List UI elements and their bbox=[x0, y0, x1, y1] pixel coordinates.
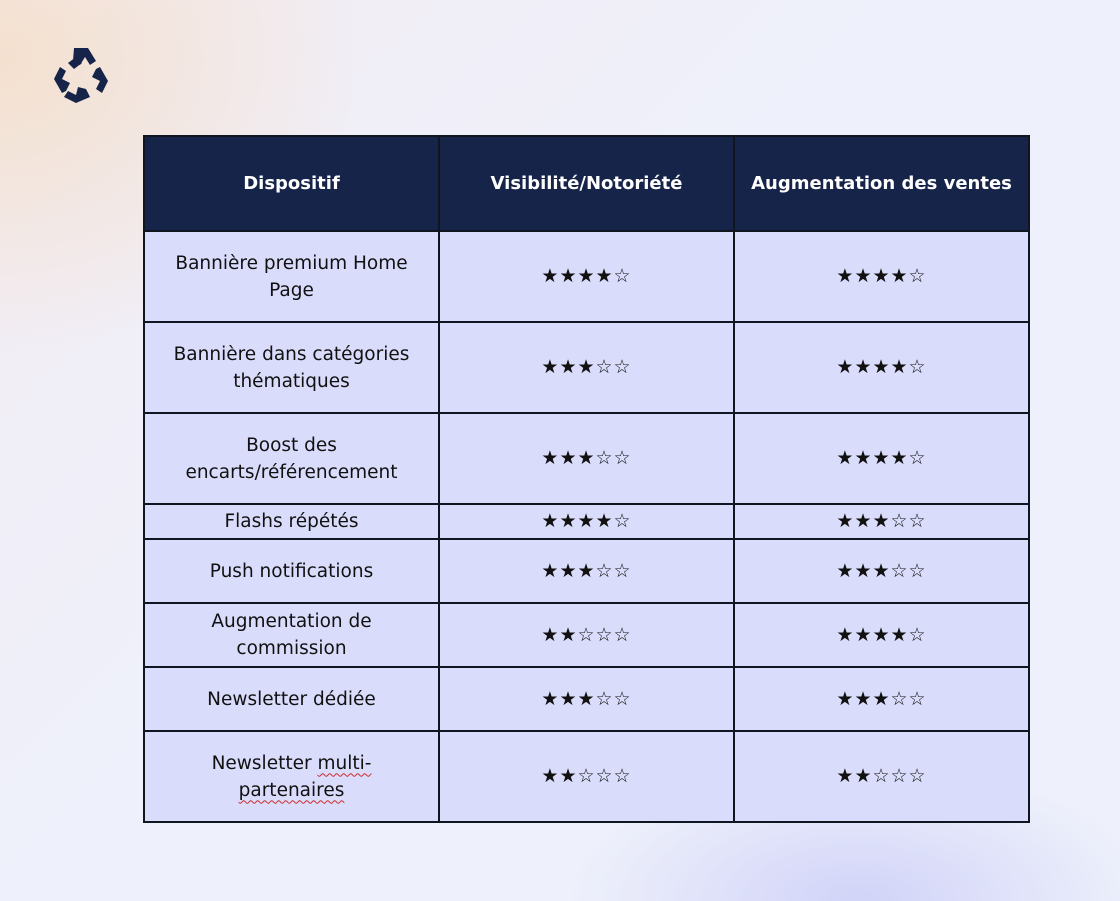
visibility-rating: ★★★★☆ bbox=[439, 504, 734, 539]
visibility-rating: ★★☆☆☆ bbox=[439, 603, 734, 667]
row-label: Boost des encarts/référencement bbox=[144, 413, 439, 504]
sales-rating: ★★★★☆ bbox=[734, 603, 1029, 667]
visibility-rating: ★★★☆☆ bbox=[439, 539, 734, 603]
table-row bbox=[144, 322, 1029, 413]
visibility-rating: ★★★★☆ bbox=[439, 231, 734, 322]
row-label: Push notifications bbox=[144, 539, 439, 603]
row-label: Bannière premium Home Page bbox=[144, 231, 439, 322]
sales-rating: ★★★★☆ bbox=[734, 413, 1029, 504]
sales-rating: ★★☆☆☆ bbox=[734, 731, 1029, 822]
recycle-icon bbox=[52, 45, 110, 105]
table-row bbox=[144, 667, 1029, 731]
table-row bbox=[144, 731, 1029, 822]
sales-rating: ★★★★☆ bbox=[734, 322, 1029, 413]
row-label bbox=[144, 731, 439, 822]
row-label-start: Newsletter bbox=[211, 752, 312, 774]
sales-rating: ★★★☆☆ bbox=[734, 539, 1029, 603]
table-row bbox=[144, 413, 1029, 504]
row-label: Newsletter dédiée bbox=[144, 667, 439, 731]
spellcheck-flagged-word: multi- bbox=[317, 752, 372, 774]
row-label: Augmentation de commission bbox=[144, 603, 439, 667]
table-row bbox=[144, 539, 1029, 603]
sales-rating: ★★★★☆ bbox=[734, 231, 1029, 322]
header-visibility: Visibilité/Notoriété bbox=[439, 136, 734, 231]
spellcheck-flagged-word: partenaires bbox=[238, 779, 345, 801]
row-label: Bannière dans catégories thématiques bbox=[144, 322, 439, 413]
table-row bbox=[144, 603, 1029, 667]
advertising-comparison-table bbox=[143, 135, 1030, 823]
visibility-rating: ★★★☆☆ bbox=[439, 413, 734, 504]
sales-rating: ★★★☆☆ bbox=[734, 667, 1029, 731]
visibility-rating: ★★★☆☆ bbox=[439, 667, 734, 731]
table-header-row bbox=[144, 136, 1029, 231]
header-dispositif: Dispositif bbox=[144, 136, 439, 231]
header-sales: Augmentation des ventes bbox=[734, 136, 1029, 231]
table-row bbox=[144, 231, 1029, 322]
visibility-rating: ★★★☆☆ bbox=[439, 322, 734, 413]
table-row bbox=[144, 504, 1029, 539]
sales-rating: ★★★☆☆ bbox=[734, 504, 1029, 539]
row-label: Flashs répétés bbox=[144, 504, 439, 539]
visibility-rating: ★★☆☆☆ bbox=[439, 731, 734, 822]
